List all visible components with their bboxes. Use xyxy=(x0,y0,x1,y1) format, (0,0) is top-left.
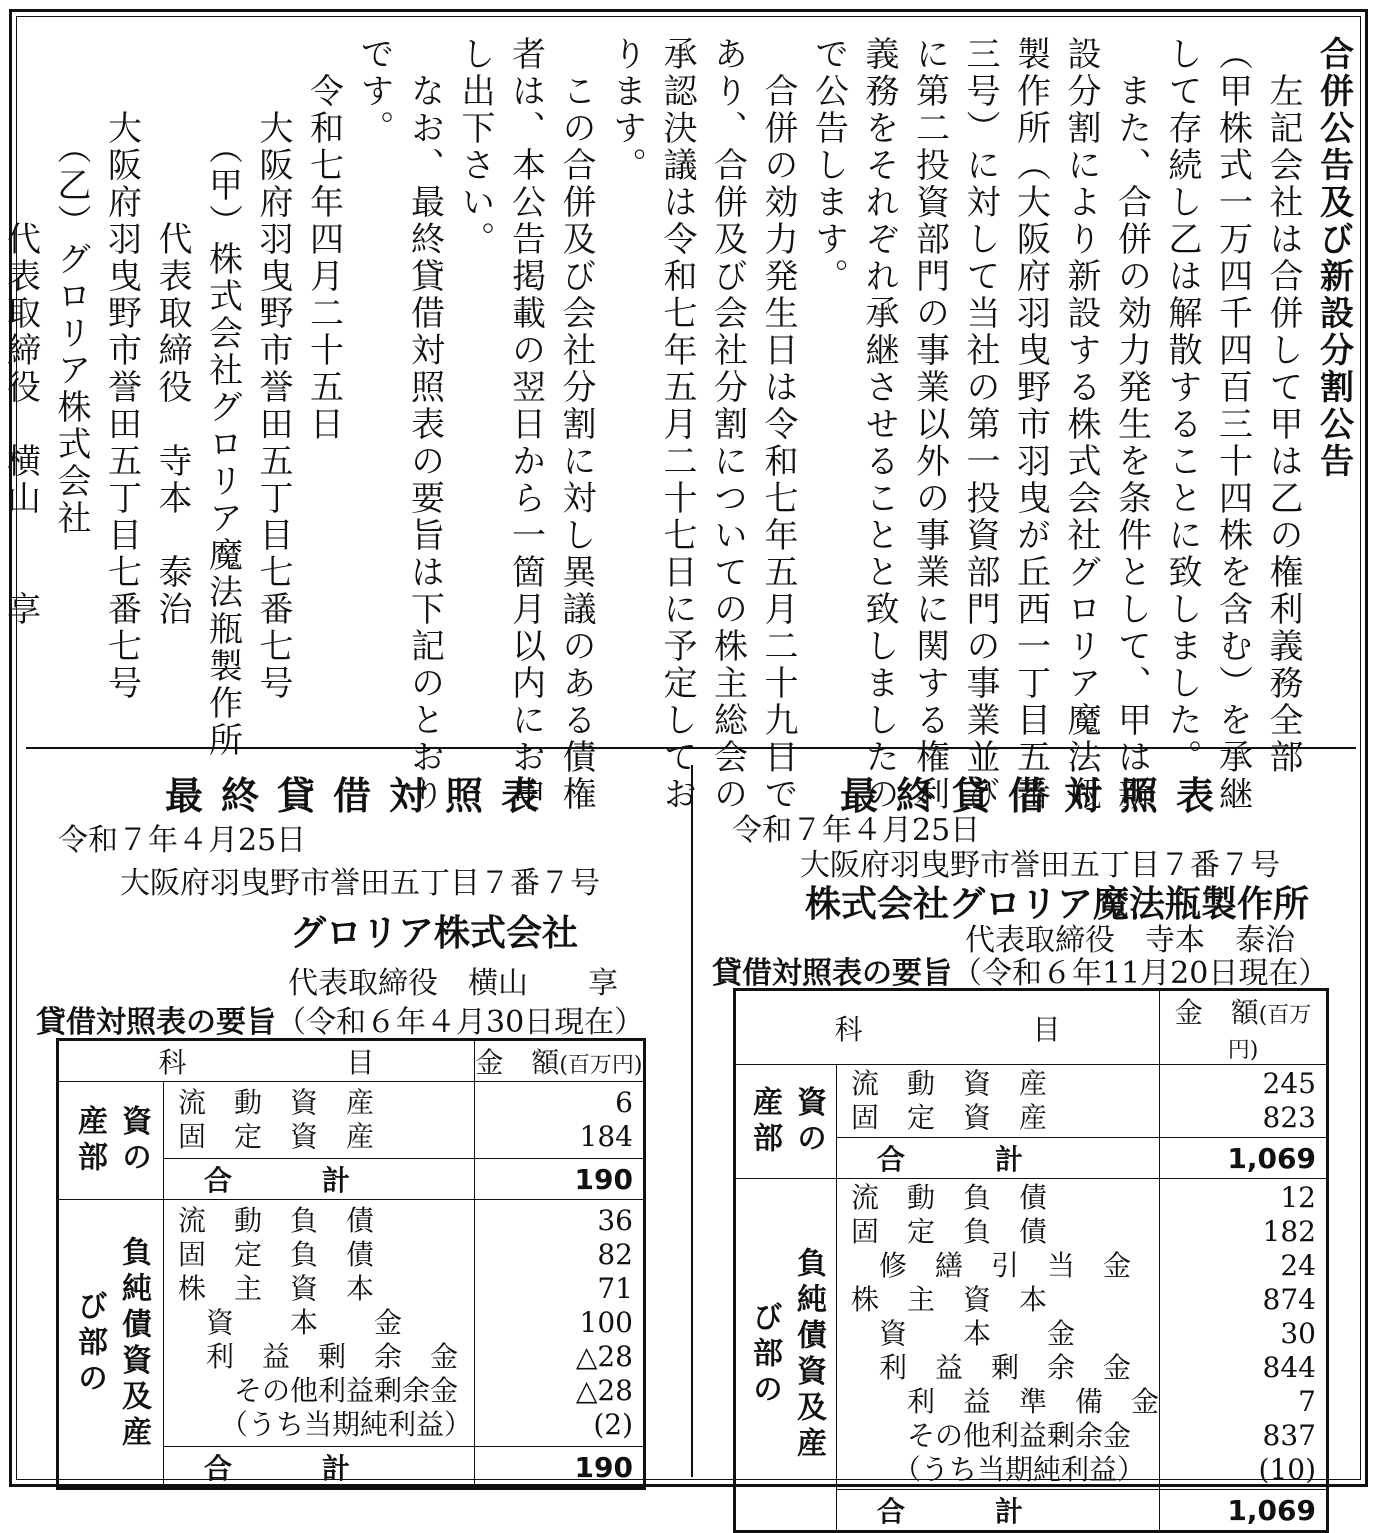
bs-date: 令和７年４月25日 xyxy=(58,823,307,858)
assets-total-value: 1,069 xyxy=(1160,1138,1328,1179)
notice-column: 製作所（大阪府羽曳野市羽曳が丘西一丁目五番 xyxy=(1010,36,1051,813)
notice-column: ります。 xyxy=(606,36,647,184)
notice-column: この合併及び会社分割に対し異議のある債権 xyxy=(556,36,596,813)
notice-column: 義務をそれぞれ承継させることと致しましたの xyxy=(859,36,899,813)
line-value: △28 xyxy=(575,1374,633,1407)
col-subject-1: 科 xyxy=(834,1012,863,1046)
bs-representative: 代表取締役 横山 享 xyxy=(288,966,618,1001)
col-unit: (百万円) xyxy=(1227,1003,1312,1063)
notice-column: し出下さい。 xyxy=(455,36,495,258)
liabilities-total-label: 合計 xyxy=(837,1490,1160,1532)
liabilities-items xyxy=(837,1179,1160,1490)
line-item: 流 動 負 債 xyxy=(851,1181,1048,1214)
notice-column: また、合併の効力発生を条件として、甲は新 xyxy=(1111,36,1152,813)
bs-company: グロリア株式会社 xyxy=(290,913,579,954)
assets-total-label: 合計 xyxy=(837,1138,1160,1179)
assets-values xyxy=(474,1082,644,1159)
bs-address: 大阪府羽曳野市誉田五丁目７番７号 xyxy=(120,866,600,901)
notice-column: 大阪府羽曳野市誉田五丁目七番七号 xyxy=(253,36,293,702)
notice-column: に第二投資部門の事業以外の事業に関する権利 xyxy=(909,36,950,813)
line-item: 株 主 資 本 xyxy=(851,1283,1048,1316)
line-item: （うち当期純利益） xyxy=(178,1408,473,1441)
bs-heading: 貸借対照表の要旨（令和６年４月30日現在） xyxy=(36,1005,645,1040)
notice-column: なお、最終貸借対照表の要旨は下記のとおり xyxy=(404,36,445,813)
notice-column: で公告します。 xyxy=(808,36,849,295)
line-value: 7 xyxy=(1298,1385,1316,1418)
liabilities-section-label: 負純債資及産び部の xyxy=(747,1246,826,1463)
assets-section-label: 資の産部 xyxy=(747,1085,826,1158)
line-item: （うち当期純利益） xyxy=(851,1453,1146,1486)
liabilities-values xyxy=(1160,1179,1328,1490)
line-value: 6 xyxy=(615,1086,633,1119)
bs-address: 大阪府羽曳野市誉田五丁目７番７号 xyxy=(800,848,1280,883)
line-value: 12 xyxy=(1280,1181,1316,1214)
notice-title: 合併公告及び新設分割公告 xyxy=(1313,36,1354,480)
line-item: 流 動 負 債 xyxy=(178,1204,375,1237)
notice-column: （乙）グロリア株式会社 xyxy=(51,36,91,537)
notice-column: （甲）株式会社グロリア魔法瓶製作所 xyxy=(202,36,243,759)
assets-total-value: 190 xyxy=(474,1159,644,1200)
line-value: 36 xyxy=(597,1204,633,1237)
notice-column: 左記会社は合併して甲は乙の権利義務全部 xyxy=(1263,36,1303,776)
bs-title: 最終貸借対照表 xyxy=(165,774,558,818)
liabilities-total-label: 合計 xyxy=(164,1447,475,1489)
line-value: 844 xyxy=(1262,1351,1316,1384)
line-value: 71 xyxy=(597,1272,633,1305)
notice-column: あり、合併及び会社分割についての株主総会の xyxy=(707,36,748,813)
assets-section-label: 資の産部 xyxy=(72,1104,151,1177)
assets-items xyxy=(164,1082,475,1159)
line-item: 利 益 準 備 金 xyxy=(851,1385,1160,1418)
col-amount: 金 額 xyxy=(475,1046,560,1079)
liabilities-values xyxy=(474,1200,644,1447)
notice-column: 合併の効力発生日は令和七年五月二十九日で xyxy=(758,36,798,813)
line-value: 823 xyxy=(1262,1101,1316,1134)
line-item: 流 動 資 産 xyxy=(851,1067,1048,1100)
notice-column: 設分割により新設する株式会社グロリア魔法瓶 xyxy=(1061,36,1101,813)
line-item: 固 定 負 債 xyxy=(178,1238,375,1271)
bs-company: 株式会社グロリア魔法瓶製作所 xyxy=(805,884,1310,925)
line-item: 株 主 資 本 xyxy=(178,1272,375,1305)
notice-column: 令和七年四月二十五日 xyxy=(303,36,344,443)
line-value: (2) xyxy=(593,1408,633,1441)
liabilities-items xyxy=(164,1200,475,1447)
balance-table-right xyxy=(733,988,1329,1533)
line-value: 30 xyxy=(1280,1317,1316,1350)
line-item: 利 益 剰 余 金 xyxy=(851,1351,1132,1384)
notice-column: 者は、本公告掲載の翌日から一箇月以内にお申 xyxy=(505,36,546,813)
line-value: (10) xyxy=(1258,1453,1316,1486)
line-item: 資 本 金 xyxy=(851,1317,1076,1350)
line-item: その他利益剰余金 xyxy=(851,1419,1132,1452)
assets-items xyxy=(837,1065,1160,1138)
bs-heading: 貸借対照表の要旨（令和６年11月20日現在） xyxy=(712,956,1329,991)
line-item: 固 定 負 債 xyxy=(851,1215,1048,1248)
assets-total-label: 合計 xyxy=(164,1159,475,1200)
line-value: 184 xyxy=(579,1120,633,1153)
line-value: △28 xyxy=(575,1340,633,1373)
line-value: 245 xyxy=(1262,1067,1316,1100)
liabilities-section-label: 負純債資及産び部の xyxy=(72,1235,151,1452)
line-item: その他利益剰余金 xyxy=(178,1374,459,1407)
line-item: 修 繕 引 当 金 xyxy=(851,1249,1132,1282)
col-unit: (百万円) xyxy=(559,1053,643,1078)
bs-title: 最終貸借対照表 xyxy=(840,774,1233,818)
notice-column: 代表取締役 横山 享 xyxy=(0,36,41,628)
notice-column: 代表取締役 寺本 泰治 xyxy=(152,36,192,628)
line-value: 24 xyxy=(1280,1249,1316,1282)
liabilities-total-value: 190 xyxy=(474,1447,644,1489)
notice-column: 大阪府羽曳野市誉田五丁目七番七号 xyxy=(101,36,142,702)
line-item: 流 動 資 産 xyxy=(178,1086,375,1119)
line-item: 資 本 金 xyxy=(178,1306,403,1339)
section-divider xyxy=(26,747,1356,749)
bs-date: 令和７年４月25日 xyxy=(732,813,981,848)
notice-column: （甲株式一万四千四百三十四株を含む）を承継 xyxy=(1212,36,1253,813)
line-value: 182 xyxy=(1262,1215,1316,1248)
col-subject-2: 目 xyxy=(346,1046,375,1079)
liabilities-total-value: 1,069 xyxy=(1160,1490,1328,1532)
col-amount: 金 額 xyxy=(1174,996,1259,1029)
line-value: 82 xyxy=(597,1238,633,1271)
col-subject-2: 目 xyxy=(1032,1012,1061,1046)
balance-table-left xyxy=(56,1038,646,1490)
bs-representative: 代表取締役 寺本 泰治 xyxy=(965,923,1295,958)
col-subject-1: 科 xyxy=(158,1046,187,1079)
notice-column: 三号）に対して当社の第一投資部門の事業並び xyxy=(960,36,1000,813)
line-item: 固 定 資 産 xyxy=(851,1101,1048,1134)
notice-column: して存続し乙は解散することに致しました。 xyxy=(1162,36,1202,776)
line-value: 874 xyxy=(1262,1283,1316,1316)
line-item: 利 益 剰 余 金 xyxy=(178,1340,459,1373)
notice-column: 承認決議は令和七年五月二十七日に予定してお xyxy=(657,36,697,813)
line-value: 100 xyxy=(579,1306,633,1339)
line-item: 固 定 資 産 xyxy=(178,1120,375,1153)
notice-column: です。 xyxy=(354,36,394,147)
line-value: 837 xyxy=(1262,1419,1316,1452)
assets-values xyxy=(1160,1065,1328,1138)
column-divider xyxy=(691,765,693,1477)
